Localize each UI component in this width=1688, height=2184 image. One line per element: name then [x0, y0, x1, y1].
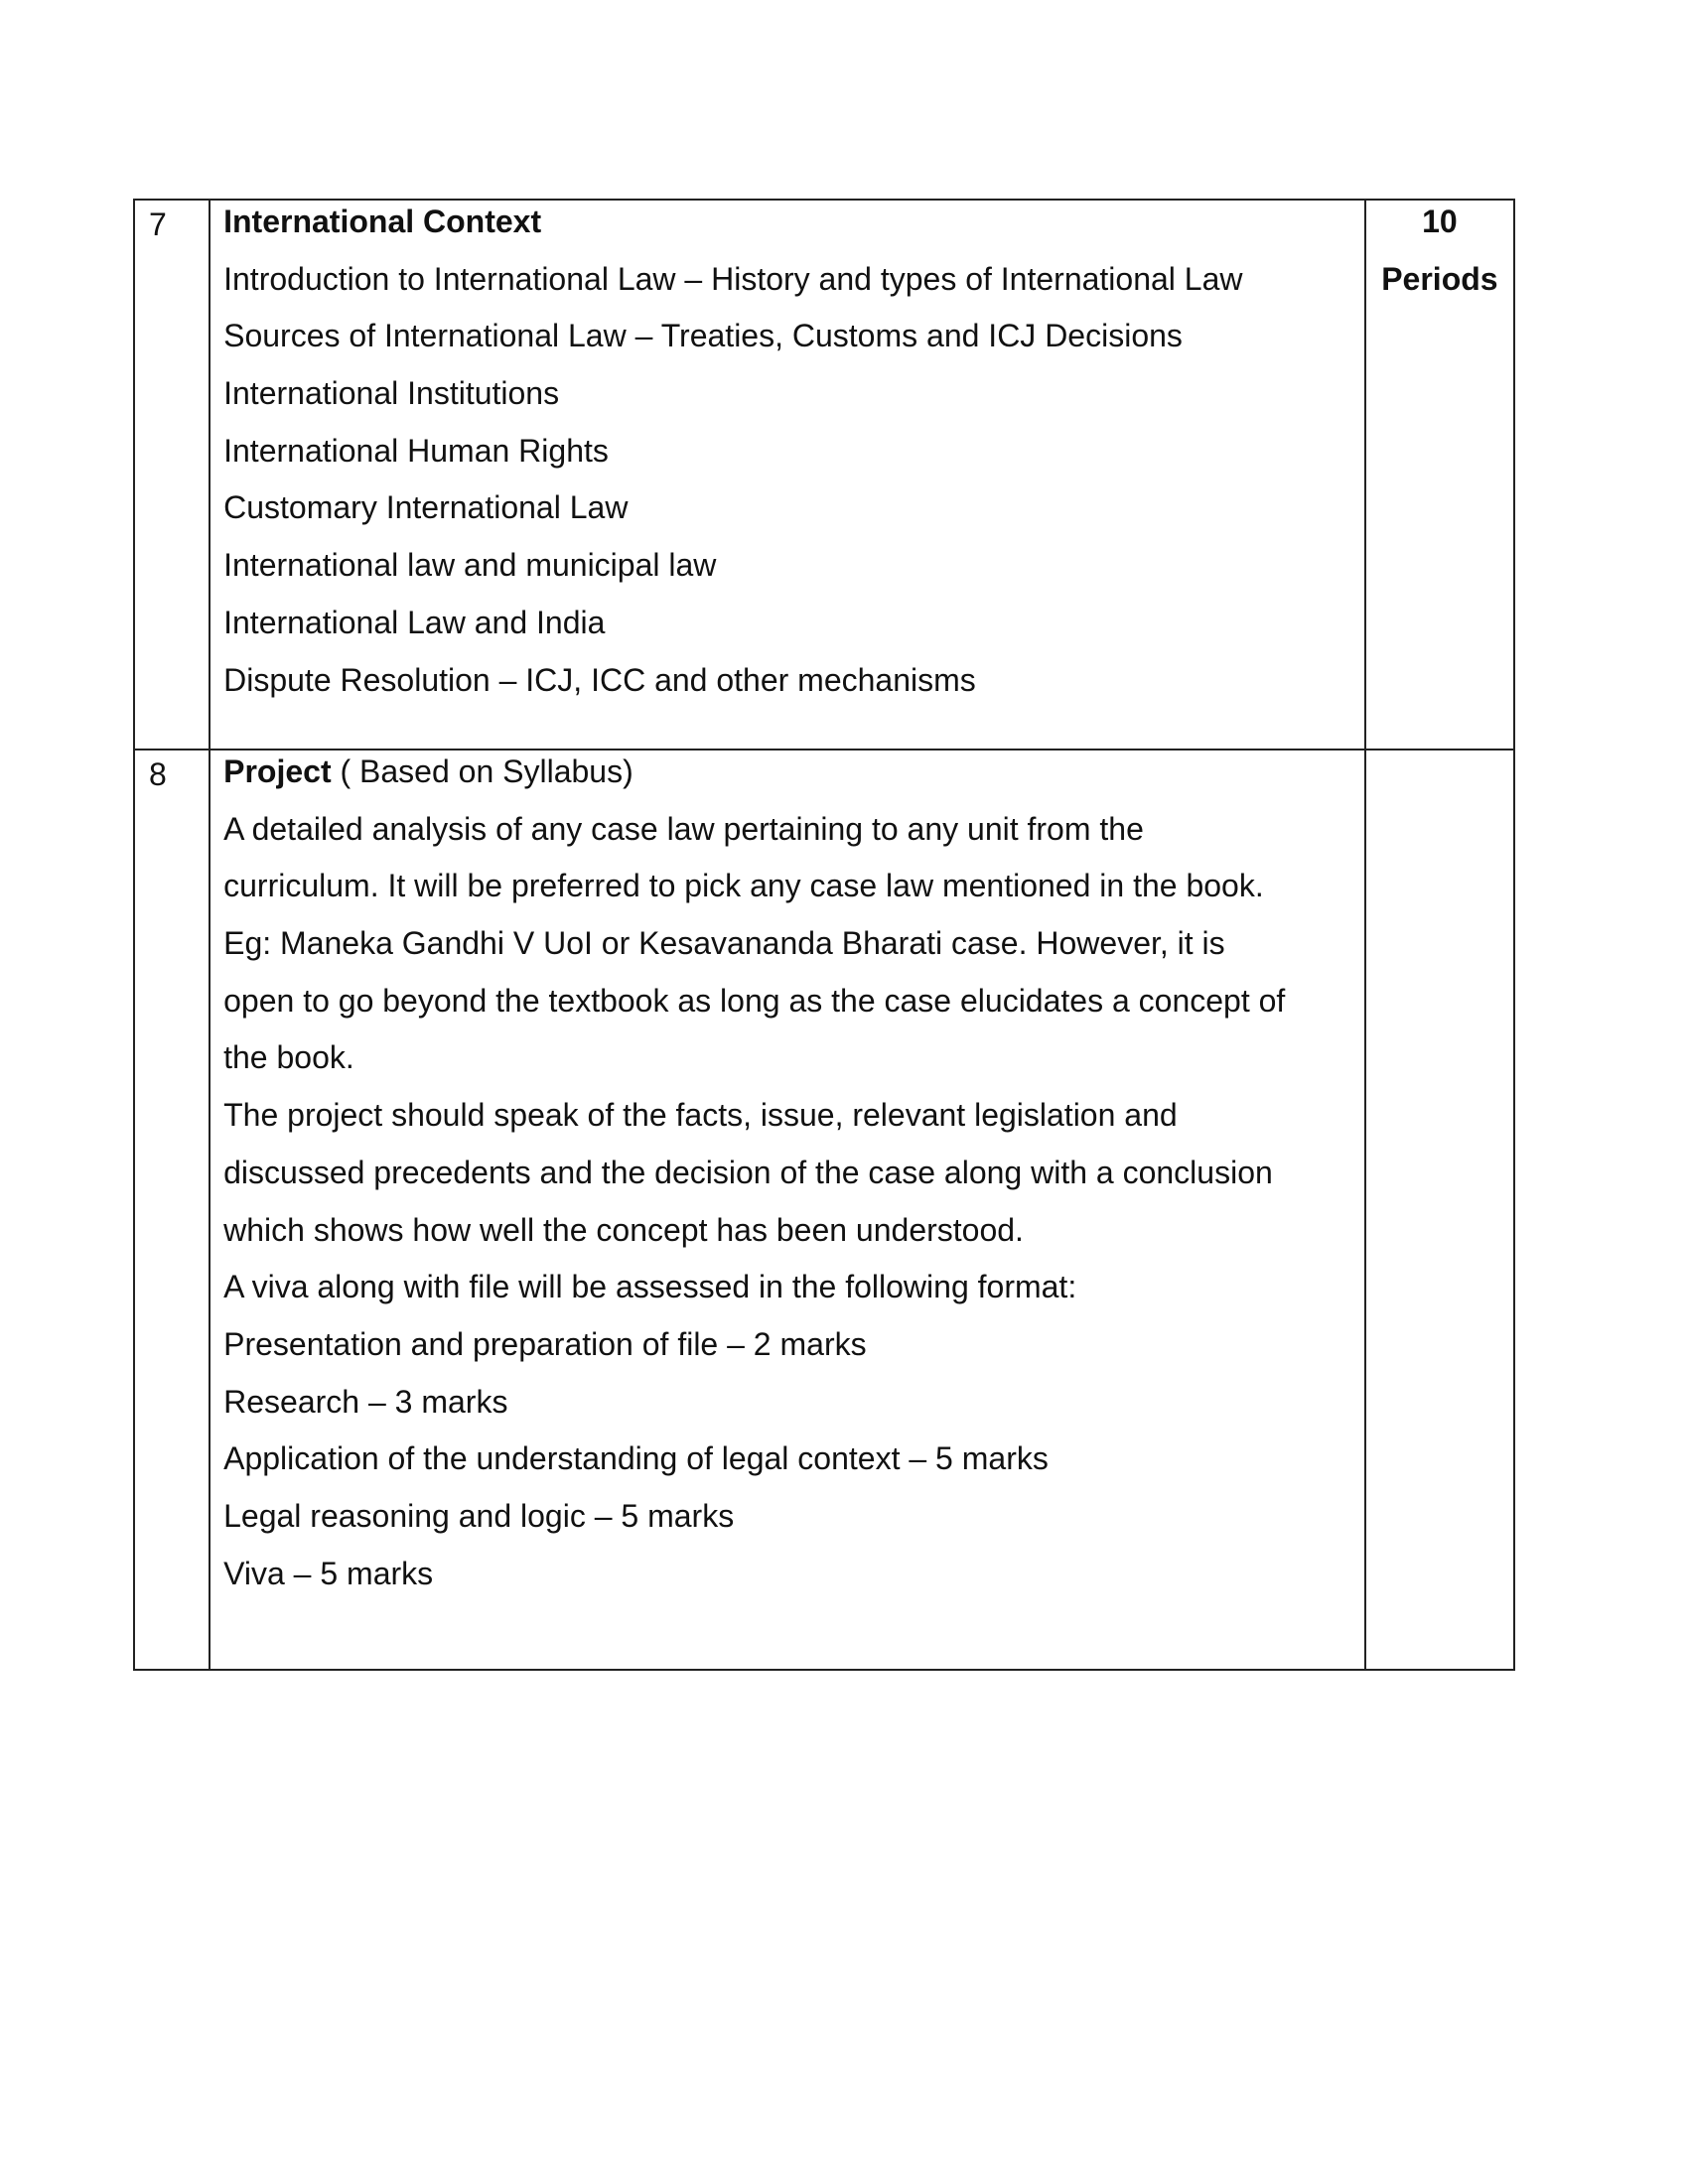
periods-value [1366, 751, 1513, 808]
unit-title: Project [223, 753, 332, 789]
project-line: Eg: Maneka Gandhi V UoI or Kesavananda Bharati case. However, it is [223, 925, 1225, 962]
topic-line: International Human Rights [223, 432, 609, 469]
periods-cell [1365, 200, 1514, 750]
table-row-unit-7 [134, 200, 1514, 750]
unit-content-cell [210, 200, 1365, 750]
topic-line: Dispute Resolution – ICJ, ICC and other mechanisms [223, 661, 976, 698]
project-line: A detailed analysis of any case law pertaining to any unit from the [223, 810, 1144, 847]
unit-title-suffix: ( Based on Syllabus) [331, 753, 633, 789]
periods-label [1366, 808, 1513, 866]
project-line: which shows how well the concept has been understood. [223, 1211, 1024, 1248]
project-line: the book. [223, 1039, 354, 1076]
project-line: curriculum. It will be preferred to pick any case law mentioned in the book. [223, 868, 1264, 904]
unit-content-cell [210, 750, 1365, 1670]
unit-title-line [223, 751, 1364, 808]
marks-line: Legal reasoning and logic – 5 marks [223, 1497, 735, 1534]
unit-title-line [223, 201, 1364, 258]
marks-line: Application of the understanding of legal context – 5 marks [223, 1440, 1049, 1477]
syllabus-table [133, 199, 1515, 1671]
unit-number-cell [134, 750, 210, 1670]
marks-line: Presentation and preparation of file – 2 marks [223, 1325, 867, 1362]
project-line: open to go beyond the textbook as long as the case elucidates a concept of [223, 982, 1286, 1019]
topic-line: Customary International Law [223, 489, 629, 526]
periods-label: Periods [1381, 260, 1498, 297]
topic-line: Introduction to International Law – History and types of International Law [223, 260, 1243, 297]
marks-line: Viva – 5 marks [223, 1555, 434, 1591]
unit-number: 8 [149, 756, 167, 792]
topic-line: International law and municipal law [223, 547, 717, 584]
table-row-unit-8 [134, 750, 1514, 1670]
unit-number-cell [134, 200, 210, 750]
marks-line: Research – 3 marks [223, 1383, 508, 1420]
topic-line: Sources of International Law – Treaties, Customs and ICJ Decisions [223, 318, 1183, 354]
periods-value: 10 [1422, 204, 1458, 239]
project-line: The project should speak of the facts, issue, relevant legislation and [223, 1097, 1178, 1134]
topic-line: International Institutions [223, 375, 560, 412]
periods-cell [1365, 750, 1514, 1670]
project-line: A viva along with file will be assessed in the following format: [223, 1269, 1077, 1305]
unit-title: International Context [223, 204, 542, 239]
topic-line: International Law and India [223, 604, 606, 640]
project-line: discussed precedents and the decision of the case along with a conclusion [223, 1154, 1273, 1190]
unit-number: 7 [149, 206, 167, 242]
